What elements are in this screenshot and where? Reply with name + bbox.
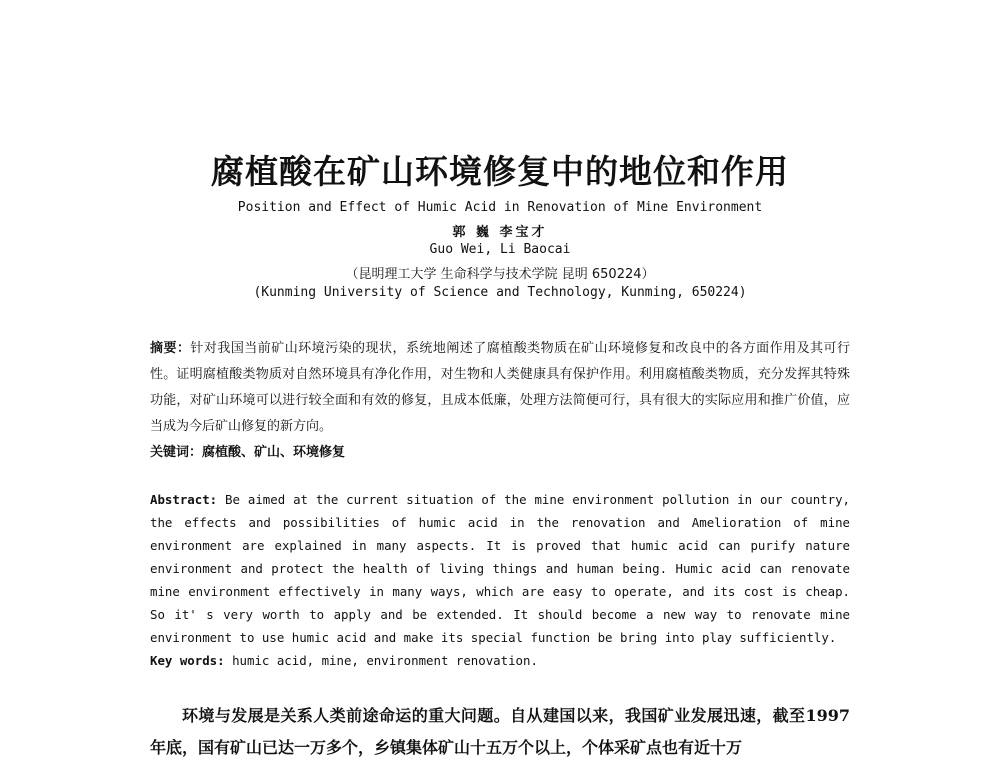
keywords-english bbox=[150, 649, 850, 672]
title-chinese: 腐植酸在矿山环境修复中的地位和作用 bbox=[211, 152, 789, 191]
affiliation-chinese: （昆明理工大学 生命科学与技术学院 昆明 650224） bbox=[345, 267, 655, 282]
abstract-chinese-text: 针对我国当前矿山环境污染的现状，系统地阐述了腐植酸类物质在矿山环境修复和改良中的各方面作用及其可行性。证明腐植酸类物质对自然环境具有净化作用，对生物和人类健康具有保护作用。利用腐植酸类物质，充分发挥其特殊功能，对矿山环境可以进行较全面和有效的修复，且成本低廉，处理方法简便可行，具有很大的实际应用和推广价值，应当成为今后矿山修复的新方向。 bbox=[150, 341, 850, 434]
title-english: Position and Effect of Humic Acid in Renovation of Mine Environment bbox=[237, 200, 763, 215]
abstract-english-text: Be aimed at the current situation of the mine environment pollution in our country, the effects and possibilities of humic acid in the renovation and Amelioration of mine environment are explained in many aspects. It is proved that humic acid can purify nature environment and protect the health of living things and human being. Humic acid can renovate mine environment effectively in many ways, which are easy to operate, and its cost is cheap. So it' s very worth to apply and be extended. It should become a new way to renovate mine environment to use humic acid and make its special function be bring into play sufficiently. bbox=[150, 492, 850, 645]
body-paragraph: 环境与发展是关系人类前途命运的重大问题。自从建国以来，我国矿业发展迅速，截至1997 年底，国有矿山已达一万多个，乡镇集体矿山十五万个以上，个体采矿点也有近十万 bbox=[150, 706, 850, 757]
keywords-english-label: Key words: bbox=[150, 653, 225, 668]
abstract-chinese-label: 摘要： bbox=[150, 341, 191, 356]
abstract-chinese bbox=[150, 336, 850, 440]
authors-chinese: 郭 巍 李宝才 bbox=[452, 225, 548, 240]
keywords-chinese-text: 腐植酸、矿山、环境修复 bbox=[202, 445, 346, 460]
abstract-english-label: Abstract: bbox=[150, 492, 218, 507]
affiliation-english: (Kunming University of Science and Technology, Kunming, 650224) bbox=[253, 285, 747, 300]
keywords-english-text: humic acid, mine, environment renovation. bbox=[224, 653, 538, 668]
keywords-chinese-label: 关键词： bbox=[150, 445, 203, 460]
authors-english: Guo Wei, Li Baocai bbox=[429, 242, 571, 257]
keywords-chinese bbox=[150, 440, 850, 466]
abstract-english bbox=[150, 488, 850, 649]
